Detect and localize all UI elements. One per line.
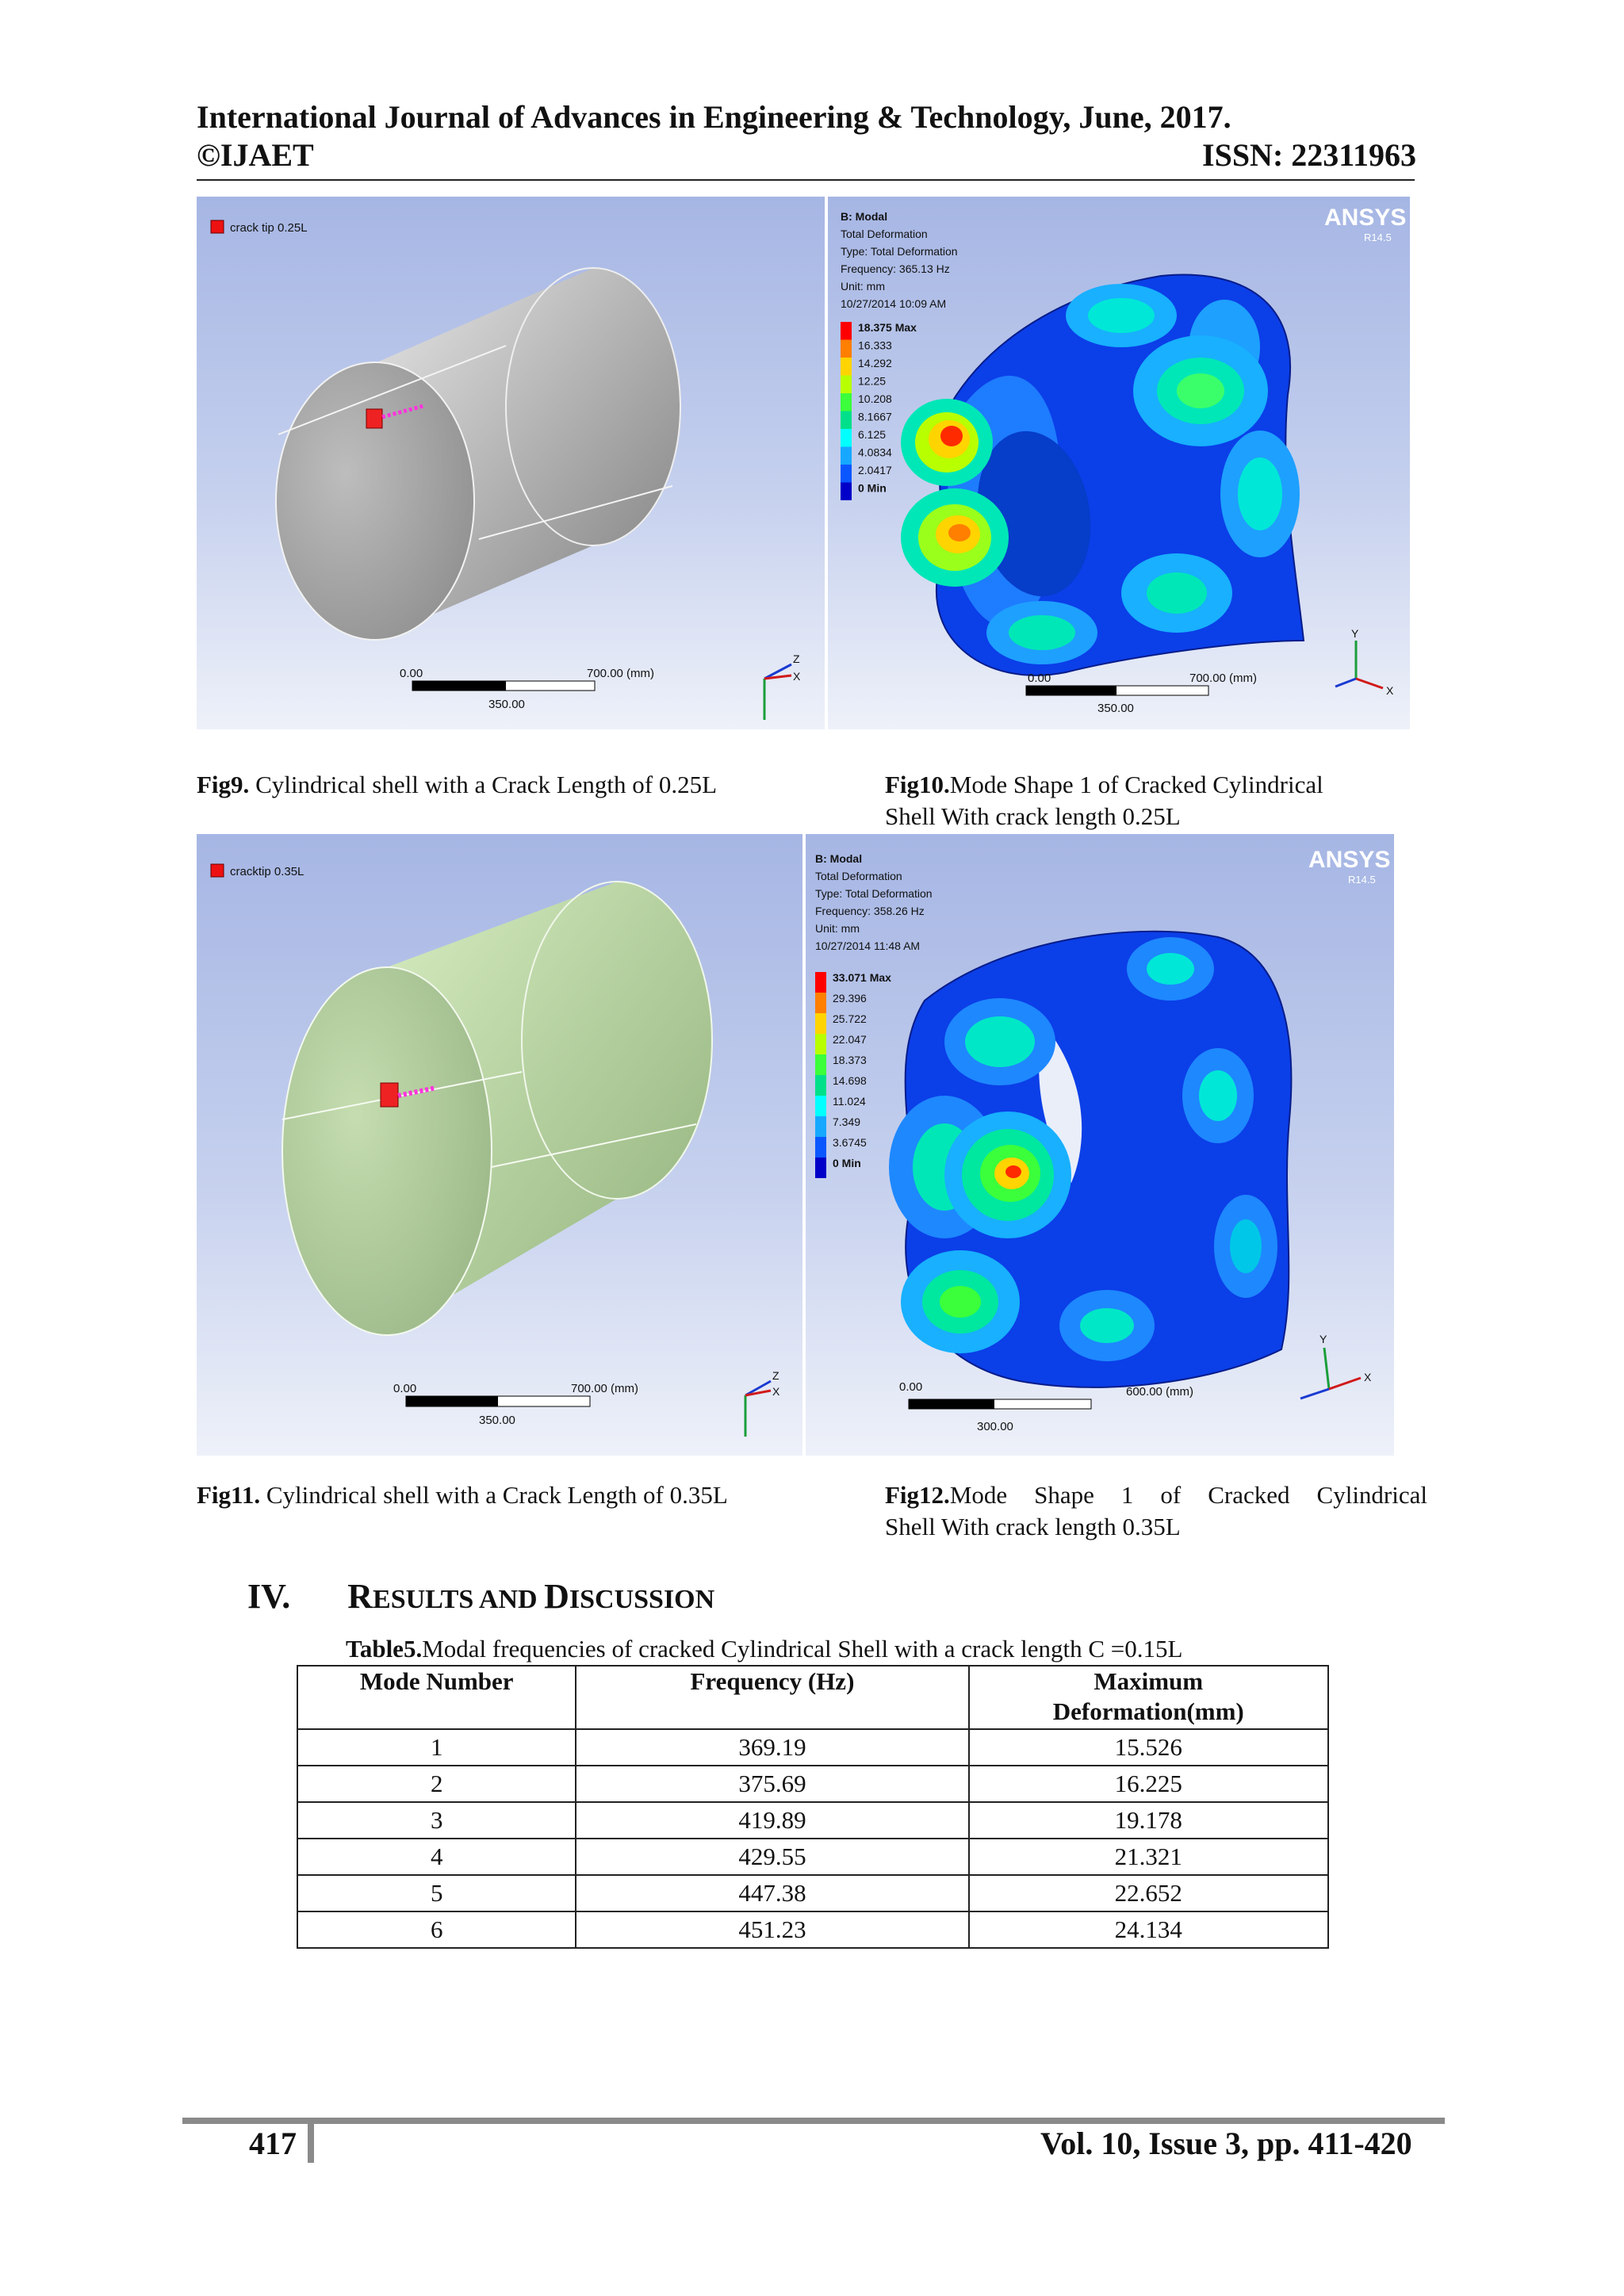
table-header-row bbox=[297, 1666, 1328, 1729]
legend-label: 0 Min bbox=[833, 1157, 861, 1169]
fig12-image bbox=[806, 834, 1394, 1456]
cell-frequency: 419.89 bbox=[576, 1802, 968, 1839]
fig12-caption-text: Mode Shape 1 of Cracked Cylindrical bbox=[949, 1481, 1427, 1509]
scale-end: 600.00 (mm) bbox=[1126, 1385, 1194, 1399]
footer-rule bbox=[182, 2118, 1445, 2124]
contour-legend bbox=[841, 321, 917, 500]
fig10-info-1: Total Deformation bbox=[841, 228, 928, 240]
svg-text:Z: Z bbox=[793, 652, 800, 665]
legend-label: 0 Min bbox=[858, 481, 887, 495]
legend-label: 8.1667 bbox=[858, 410, 892, 423]
legend-swatch bbox=[841, 322, 852, 340]
ansys-logo: ANSYS bbox=[1324, 205, 1407, 231]
cell-mode: 3 bbox=[297, 1802, 576, 1839]
deformed-shell bbox=[901, 275, 1304, 675]
legend-label: 18.375 Max bbox=[858, 321, 917, 334]
section-title-rest1: ESULTS AND bbox=[373, 1585, 545, 1614]
fig10-caption-text: Mode Shape 1 of Cracked Cylindrical bbox=[949, 771, 1323, 798]
table-caption-label: Table5. bbox=[346, 1635, 423, 1663]
axis-triad bbox=[745, 1369, 780, 1437]
fig12-info-2: Type: Total Deformation bbox=[815, 887, 933, 900]
legend-label: 14.292 bbox=[858, 357, 892, 369]
scale-bar bbox=[1026, 686, 1116, 695]
legend-swatch bbox=[815, 1116, 826, 1137]
cell-frequency: 447.38 bbox=[576, 1875, 968, 1911]
scale-bar bbox=[412, 681, 506, 691]
legend-swatch bbox=[841, 429, 852, 447]
header-mode-number: Mode Number bbox=[297, 1666, 576, 1729]
legend-swatch bbox=[815, 993, 826, 1013]
legend-label: 2.0417 bbox=[858, 464, 892, 476]
fig10-info-4: Unit: mm bbox=[841, 280, 885, 293]
svg-text:X: X bbox=[1386, 684, 1394, 697]
scale-end: 700.00 (mm) bbox=[1189, 672, 1258, 685]
legend-swatch bbox=[841, 358, 852, 376]
legend-label: 7.349 bbox=[833, 1115, 861, 1128]
cell-mode: 1 bbox=[297, 1729, 576, 1766]
header-max-line1: Maximum bbox=[1094, 1667, 1204, 1695]
header-rule bbox=[197, 179, 1415, 181]
cell-frequency: 375.69 bbox=[576, 1766, 968, 1802]
legend-label: 6.125 bbox=[858, 428, 887, 441]
header-max-line2: Deformation(mm) bbox=[1052, 1697, 1244, 1725]
scale-bar bbox=[909, 1399, 994, 1409]
legend-swatch bbox=[211, 220, 224, 233]
fig11-caption-label: Fig11. bbox=[197, 1481, 261, 1509]
legend-swatch bbox=[815, 972, 826, 993]
svg-text:Z: Z bbox=[772, 1369, 779, 1382]
scale-start: 0.00 bbox=[393, 1382, 417, 1395]
scale-start: 0.00 bbox=[400, 667, 423, 680]
ansys-version: R14.5 bbox=[1348, 874, 1376, 886]
cell-deformation: 24.134 bbox=[969, 1911, 1329, 1948]
cell-mode: 4 bbox=[297, 1839, 576, 1875]
scale-end: 700.00 (mm) bbox=[587, 667, 655, 680]
fig10-info-3: Frequency: 365.13 Hz bbox=[841, 262, 950, 275]
scale-start: 0.00 bbox=[899, 1380, 923, 1394]
cell-frequency: 369.19 bbox=[576, 1729, 968, 1766]
legend-label: 3.6745 bbox=[833, 1136, 867, 1149]
legend-label: 4.0834 bbox=[858, 446, 892, 459]
svg-text:X: X bbox=[1364, 1371, 1372, 1383]
legend-swatch bbox=[815, 1054, 826, 1075]
svg-text:Y: Y bbox=[1320, 1333, 1327, 1345]
scale-bar bbox=[406, 1396, 498, 1406]
legend-swatch bbox=[841, 340, 852, 358]
copyright: ©IJAET bbox=[197, 137, 314, 173]
table-row bbox=[297, 1802, 1328, 1839]
header-max-deformation bbox=[969, 1666, 1329, 1729]
svg-text:Y: Y bbox=[1351, 627, 1359, 640]
fig12-info-1: Total Deformation bbox=[815, 870, 902, 882]
table-row bbox=[297, 1729, 1328, 1766]
issn: ISSN: 22311963 bbox=[1202, 137, 1417, 173]
journal-title: International Journal of Advances in Engineering & Technology, June, 2017. bbox=[197, 99, 1231, 135]
page-number: 417 bbox=[249, 2126, 297, 2161]
legend-label: 10.208 bbox=[858, 392, 892, 405]
cell-deformation: 16.225 bbox=[969, 1766, 1329, 1802]
legend-label: 33.071 Max bbox=[833, 971, 891, 984]
legend-label: 25.722 bbox=[833, 1012, 867, 1025]
fig9-caption bbox=[197, 769, 799, 801]
ansys-version: R14.5 bbox=[1364, 232, 1392, 243]
legend-swatch bbox=[815, 1075, 826, 1096]
legend-swatch bbox=[815, 1137, 826, 1158]
fig12-caption-label: Fig12. bbox=[885, 1481, 950, 1509]
legend-swatch bbox=[841, 465, 852, 483]
fig9-legend: crack tip 0.25L bbox=[230, 221, 308, 235]
fig10-info-2: Type: Total Deformation bbox=[841, 245, 958, 258]
cell-deformation: 22.652 bbox=[969, 1875, 1329, 1911]
section-number: IV. bbox=[247, 1577, 291, 1616]
crack-tip-marker bbox=[381, 1083, 398, 1107]
legend-label: 12.25 bbox=[858, 374, 887, 388]
table-row bbox=[297, 1766, 1328, 1802]
table-caption bbox=[346, 1635, 1182, 1663]
fig12-caption bbox=[885, 1479, 1427, 1543]
footer-divider bbox=[308, 2122, 314, 2163]
legend-label: 18.373 bbox=[833, 1054, 867, 1066]
table-row bbox=[297, 1911, 1328, 1948]
table-caption-text: Modal frequencies of cracked Cylindrical Shell with a crack length C =0.15L bbox=[422, 1635, 1183, 1663]
scale-end: 700.00 (mm) bbox=[571, 1382, 639, 1395]
legend-label: 11.024 bbox=[833, 1095, 866, 1108]
legend-swatch bbox=[815, 1158, 826, 1178]
deformed-shell bbox=[889, 932, 1291, 1387]
cell-mode: 5 bbox=[297, 1875, 576, 1911]
modal-frequency-table bbox=[297, 1665, 1329, 1949]
cell-mode: 2 bbox=[297, 1766, 576, 1802]
legend-swatch bbox=[841, 393, 852, 411]
fig11-image bbox=[197, 834, 802, 1456]
legend-label: 22.047 bbox=[833, 1033, 867, 1046]
section-title-r: R bbox=[347, 1577, 373, 1616]
table-row bbox=[297, 1875, 1328, 1911]
section-heading bbox=[247, 1576, 714, 1617]
header-frequency: Frequency (Hz) bbox=[576, 1666, 968, 1729]
scale-mid: 350.00 bbox=[488, 698, 525, 711]
crack-tip-marker bbox=[366, 409, 382, 428]
section-title-d: D bbox=[544, 1577, 569, 1616]
section-title-rest2: ISCUSSION bbox=[569, 1585, 715, 1614]
fig10-info-0: B: Modal bbox=[841, 210, 888, 223]
cylinder-opening bbox=[282, 967, 492, 1335]
cell-deformation: 15.526 bbox=[969, 1729, 1329, 1766]
legend-swatch bbox=[841, 411, 852, 430]
fig9-image bbox=[197, 197, 825, 729]
scale-mid: 350.00 bbox=[1097, 702, 1134, 715]
contour-legend bbox=[815, 971, 891, 1178]
fig12-info-5: 10/27/2014 11:48 AM bbox=[815, 939, 921, 952]
table-row bbox=[297, 1839, 1328, 1875]
cell-frequency: 429.55 bbox=[576, 1839, 968, 1875]
cell-deformation: 21.321 bbox=[969, 1839, 1329, 1875]
fig12-caption-text2: Shell With crack length 0.35L bbox=[885, 1513, 1181, 1540]
cell-frequency: 451.23 bbox=[576, 1911, 968, 1948]
fig10-caption-label: Fig10. bbox=[885, 771, 950, 798]
legend-swatch bbox=[841, 376, 852, 394]
legend-swatch bbox=[841, 483, 852, 501]
scale-mid: 350.00 bbox=[479, 1414, 515, 1427]
axis-triad bbox=[764, 652, 801, 720]
fig10-caption bbox=[885, 769, 1432, 832]
volume-info: Vol. 10, Issue 3, pp. 411-420 bbox=[1040, 2126, 1412, 2161]
axis-triad bbox=[1300, 1333, 1372, 1399]
legend-label: 16.333 bbox=[858, 339, 892, 352]
legend-swatch bbox=[815, 1096, 826, 1116]
legend-swatch bbox=[841, 447, 852, 465]
fig10-image bbox=[828, 197, 1410, 729]
legend-swatch bbox=[815, 1034, 826, 1054]
svg-text:X: X bbox=[772, 1385, 780, 1398]
scale-start: 0.00 bbox=[1028, 672, 1051, 685]
fig12-info-0: B: Modal bbox=[815, 852, 863, 865]
fig9-caption-text: Cylindrical shell with a Crack Length of 0.25L bbox=[249, 771, 718, 798]
cell-mode: 6 bbox=[297, 1911, 576, 1948]
scale-mid: 300.00 bbox=[977, 1420, 1013, 1433]
fig10-info-5: 10/27/2014 10:09 AM bbox=[841, 297, 947, 310]
cell-deformation: 19.178 bbox=[969, 1802, 1329, 1839]
fig12-info-3: Frequency: 358.26 Hz bbox=[815, 905, 925, 917]
axis-triad bbox=[1335, 627, 1394, 697]
ansys-logo: ANSYS bbox=[1308, 847, 1391, 873]
legend-label: 14.698 bbox=[833, 1074, 867, 1087]
legend-label: 29.396 bbox=[833, 992, 867, 1004]
fig11-caption bbox=[197, 1479, 799, 1511]
fig11-legend: cracktip 0.35L bbox=[230, 865, 304, 878]
fig9-caption-label: Fig9. bbox=[197, 771, 250, 798]
cylinder-opening bbox=[276, 362, 474, 640]
fig12-info-4: Unit: mm bbox=[815, 922, 860, 935]
fig11-caption-text: Cylindrical shell with a Crack Length of 0.35L bbox=[260, 1481, 728, 1509]
legend-swatch bbox=[815, 1013, 826, 1034]
fig10-caption-text2: Shell With crack length 0.25L bbox=[885, 802, 1181, 830]
svg-text:X: X bbox=[793, 670, 801, 683]
